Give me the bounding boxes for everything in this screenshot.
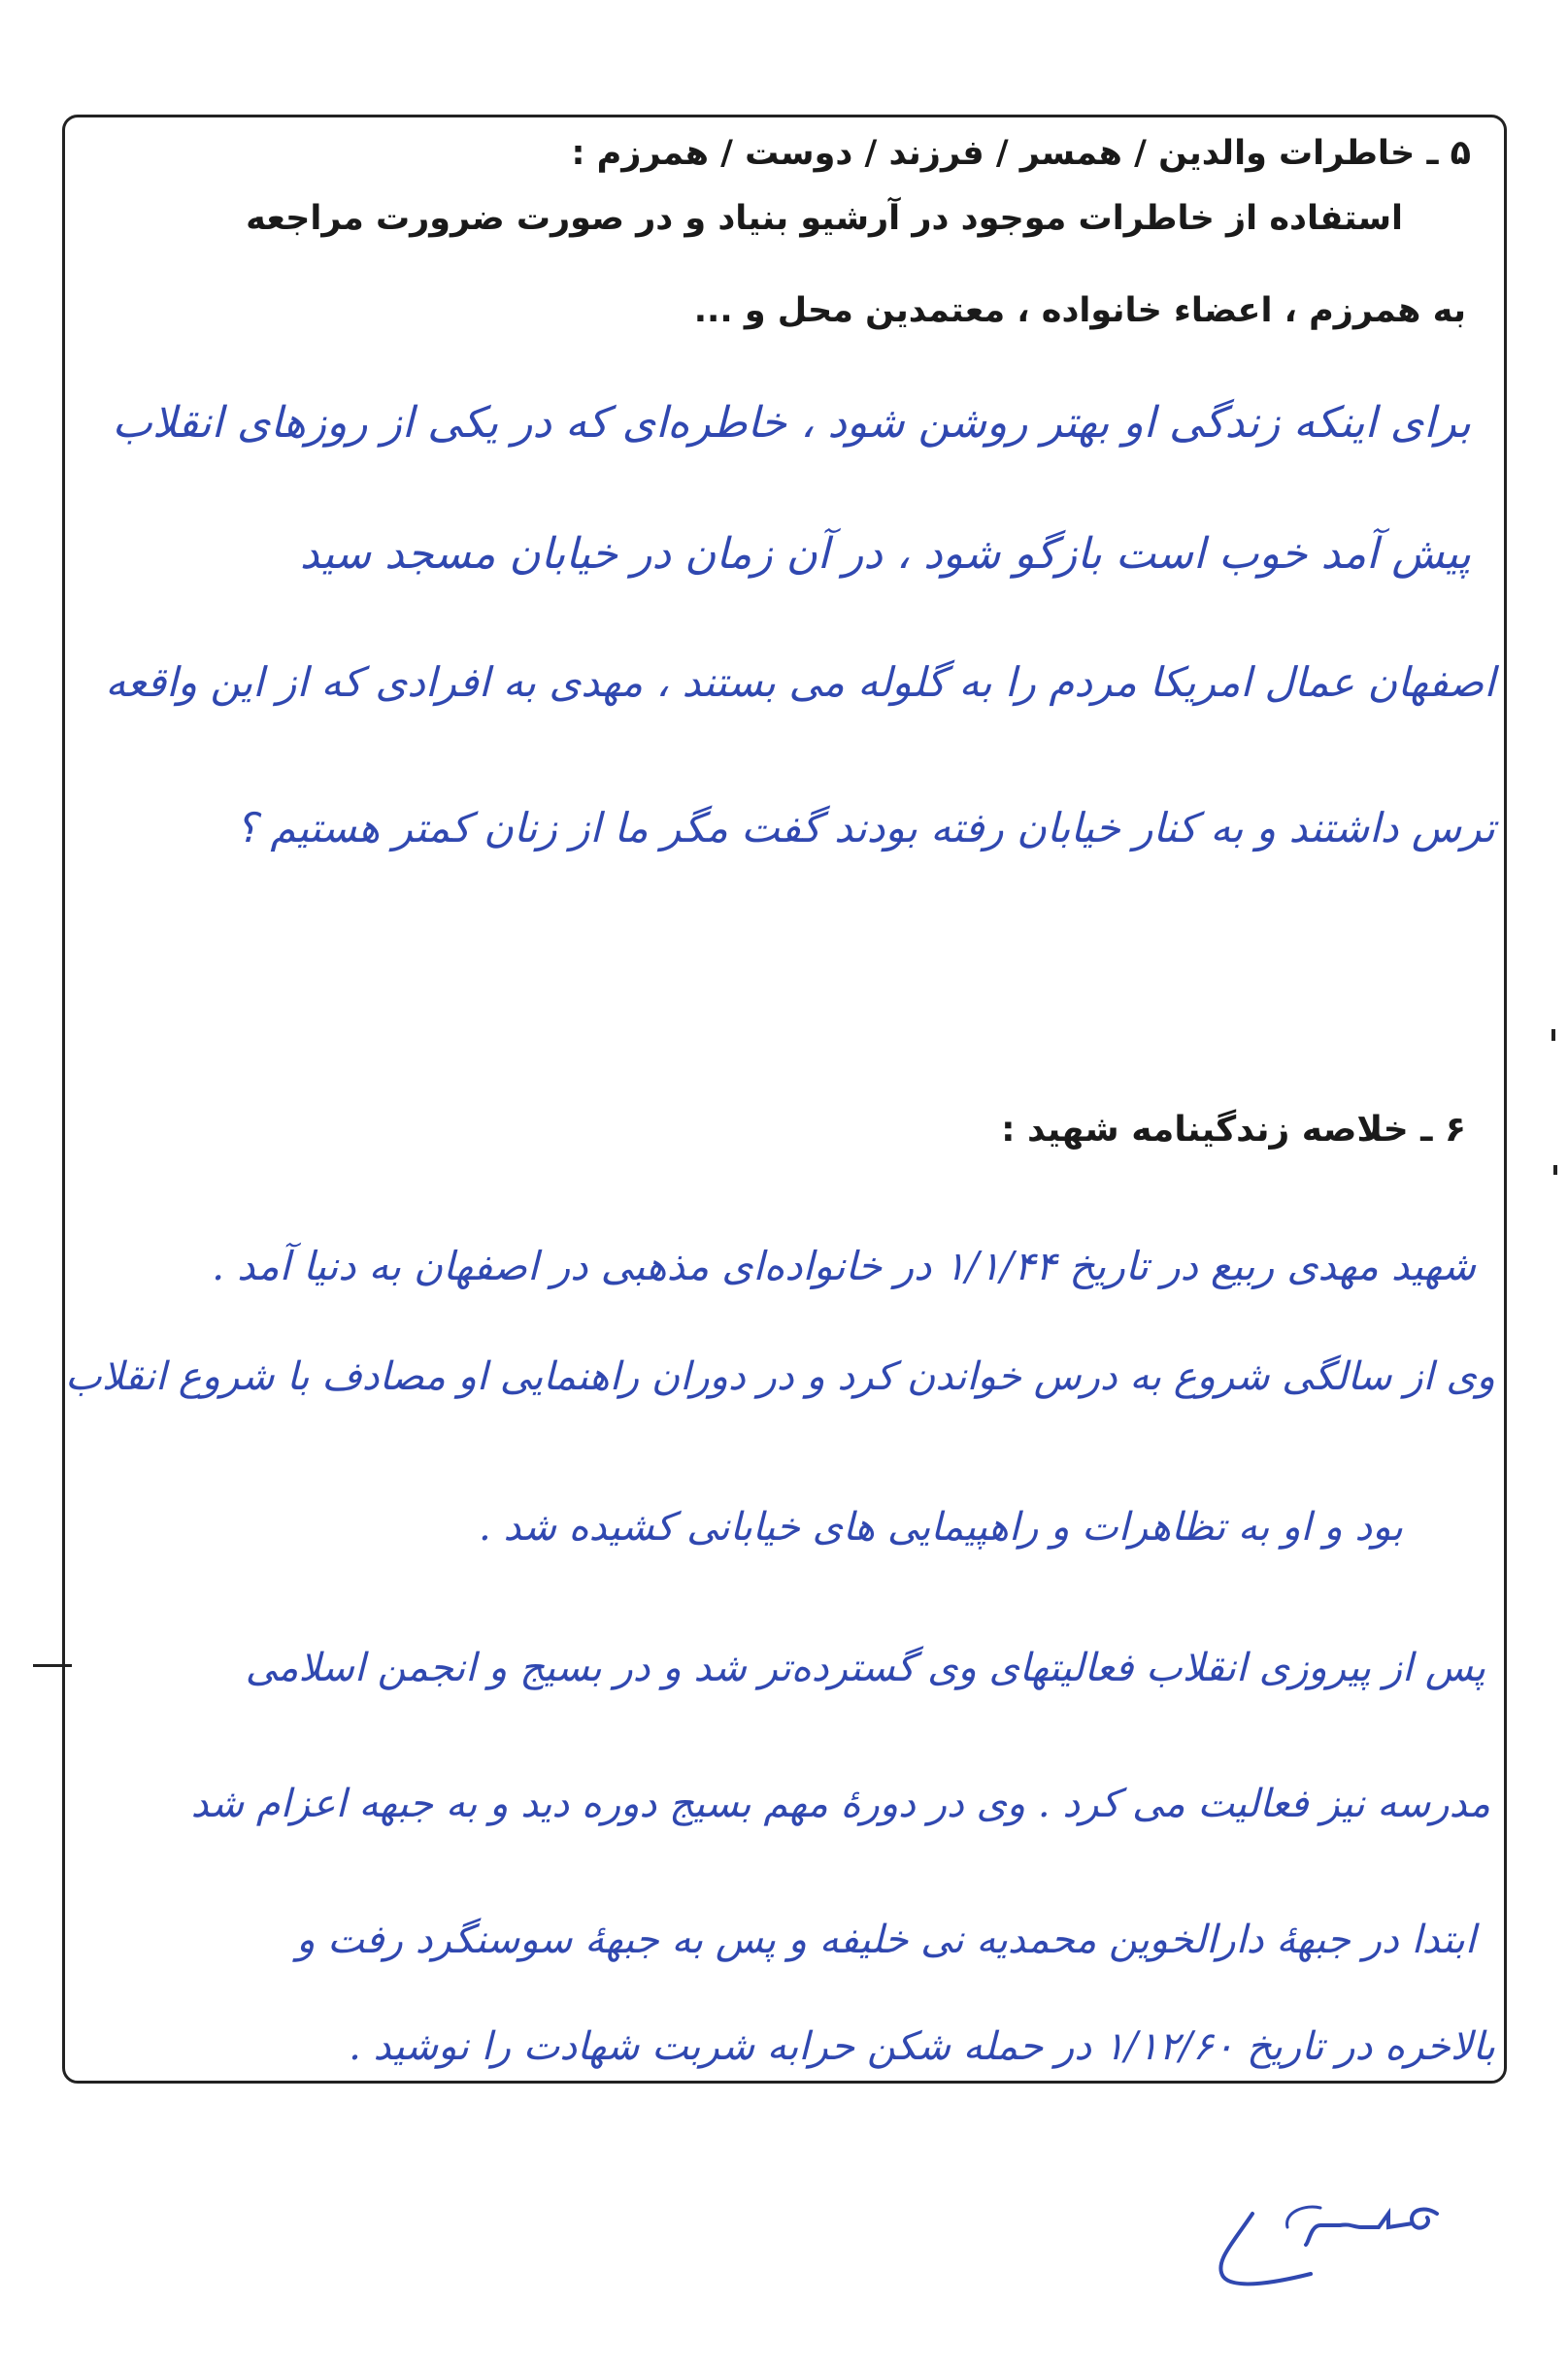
section6-handwritten-line: ابتدا در جبههٔ دارالخوین محمدیه نی خلیفه و پس به جبههٔ سوسنگرد رفت و bbox=[296, 1918, 1476, 1962]
section5-handwritten-line: اصفهان عمال امریکا مردم را به گلوله می بستند ، مهدی به افرادی که از این واقعه bbox=[105, 658, 1495, 706]
section5-heading: ۵ ـ خاطرات والدین / همسر / فرزند / دوست / همرزم : bbox=[571, 134, 1471, 173]
margin-tick-mark bbox=[33, 1664, 72, 1667]
section6-heading: ۶ ـ خلاصه زندگینامه شهید : bbox=[1001, 1110, 1466, 1150]
section6-handwritten-line: وی از سالگی شروع به درس خواندن کرد و در دوران راهنمایی او مصادف با شروع انقلاب bbox=[65, 1354, 1495, 1399]
section5-handwritten-line: پیش آمد خوب است بازگو شود ، در آن زمان در خیابان مسجد سید bbox=[299, 529, 1471, 579]
signature bbox=[1194, 2185, 1447, 2301]
section5-handwritten-line: برای اینکه زندگی او بهتر روشن شود ، خاطره‌ای که در یکی از روزهای انقلاب bbox=[112, 398, 1471, 448]
section6-handwritten-line: شهید مهدی ربیع در تاریخ ۱/۱/۴۴ در خانواده‌ای مذهبی در اصفهان به دنیا آمد . bbox=[212, 1243, 1476, 1289]
section5-instruction-line1: استفاده از خاطرات موجود در آرشیو بنیاد و در صورت ضرورت مراجعه bbox=[246, 199, 1403, 238]
margin-tick-mark bbox=[1551, 1029, 1555, 1041]
section6-handwritten-line: مدرسه نیز فعالیت می کرد . وی در دورهٔ مهم بسیج دوره دید و به جبهه اعزام شد bbox=[190, 1782, 1490, 1826]
section6-handwritten-line: پس از پیروزی انقلاب فعالیتهای وی گسترده‌تر شد و در بسیج و انجمن اسلامی bbox=[245, 1646, 1485, 1690]
section6-handwritten-line: بود و او به تظاهرات و راهپیمایی های خیابانی کشیده شد . bbox=[479, 1505, 1403, 1550]
section6-handwritten-line: بالاخره در تاریخ ۱/۱۲/۶۰ در حمله شکن حرابه شربت شهادت را نوشید . bbox=[349, 2024, 1495, 2069]
section5-instruction-line2: به همرزم ، اعضاء خانواده ، معتمدین محل و ... bbox=[693, 291, 1466, 330]
section5-handwritten-line: ترس داشتند و به کنار خیابان رفته بودند گفت مگر ما از زنان کمتر هستیم ؟ bbox=[235, 804, 1495, 851]
margin-tick-mark bbox=[1553, 1165, 1557, 1175]
